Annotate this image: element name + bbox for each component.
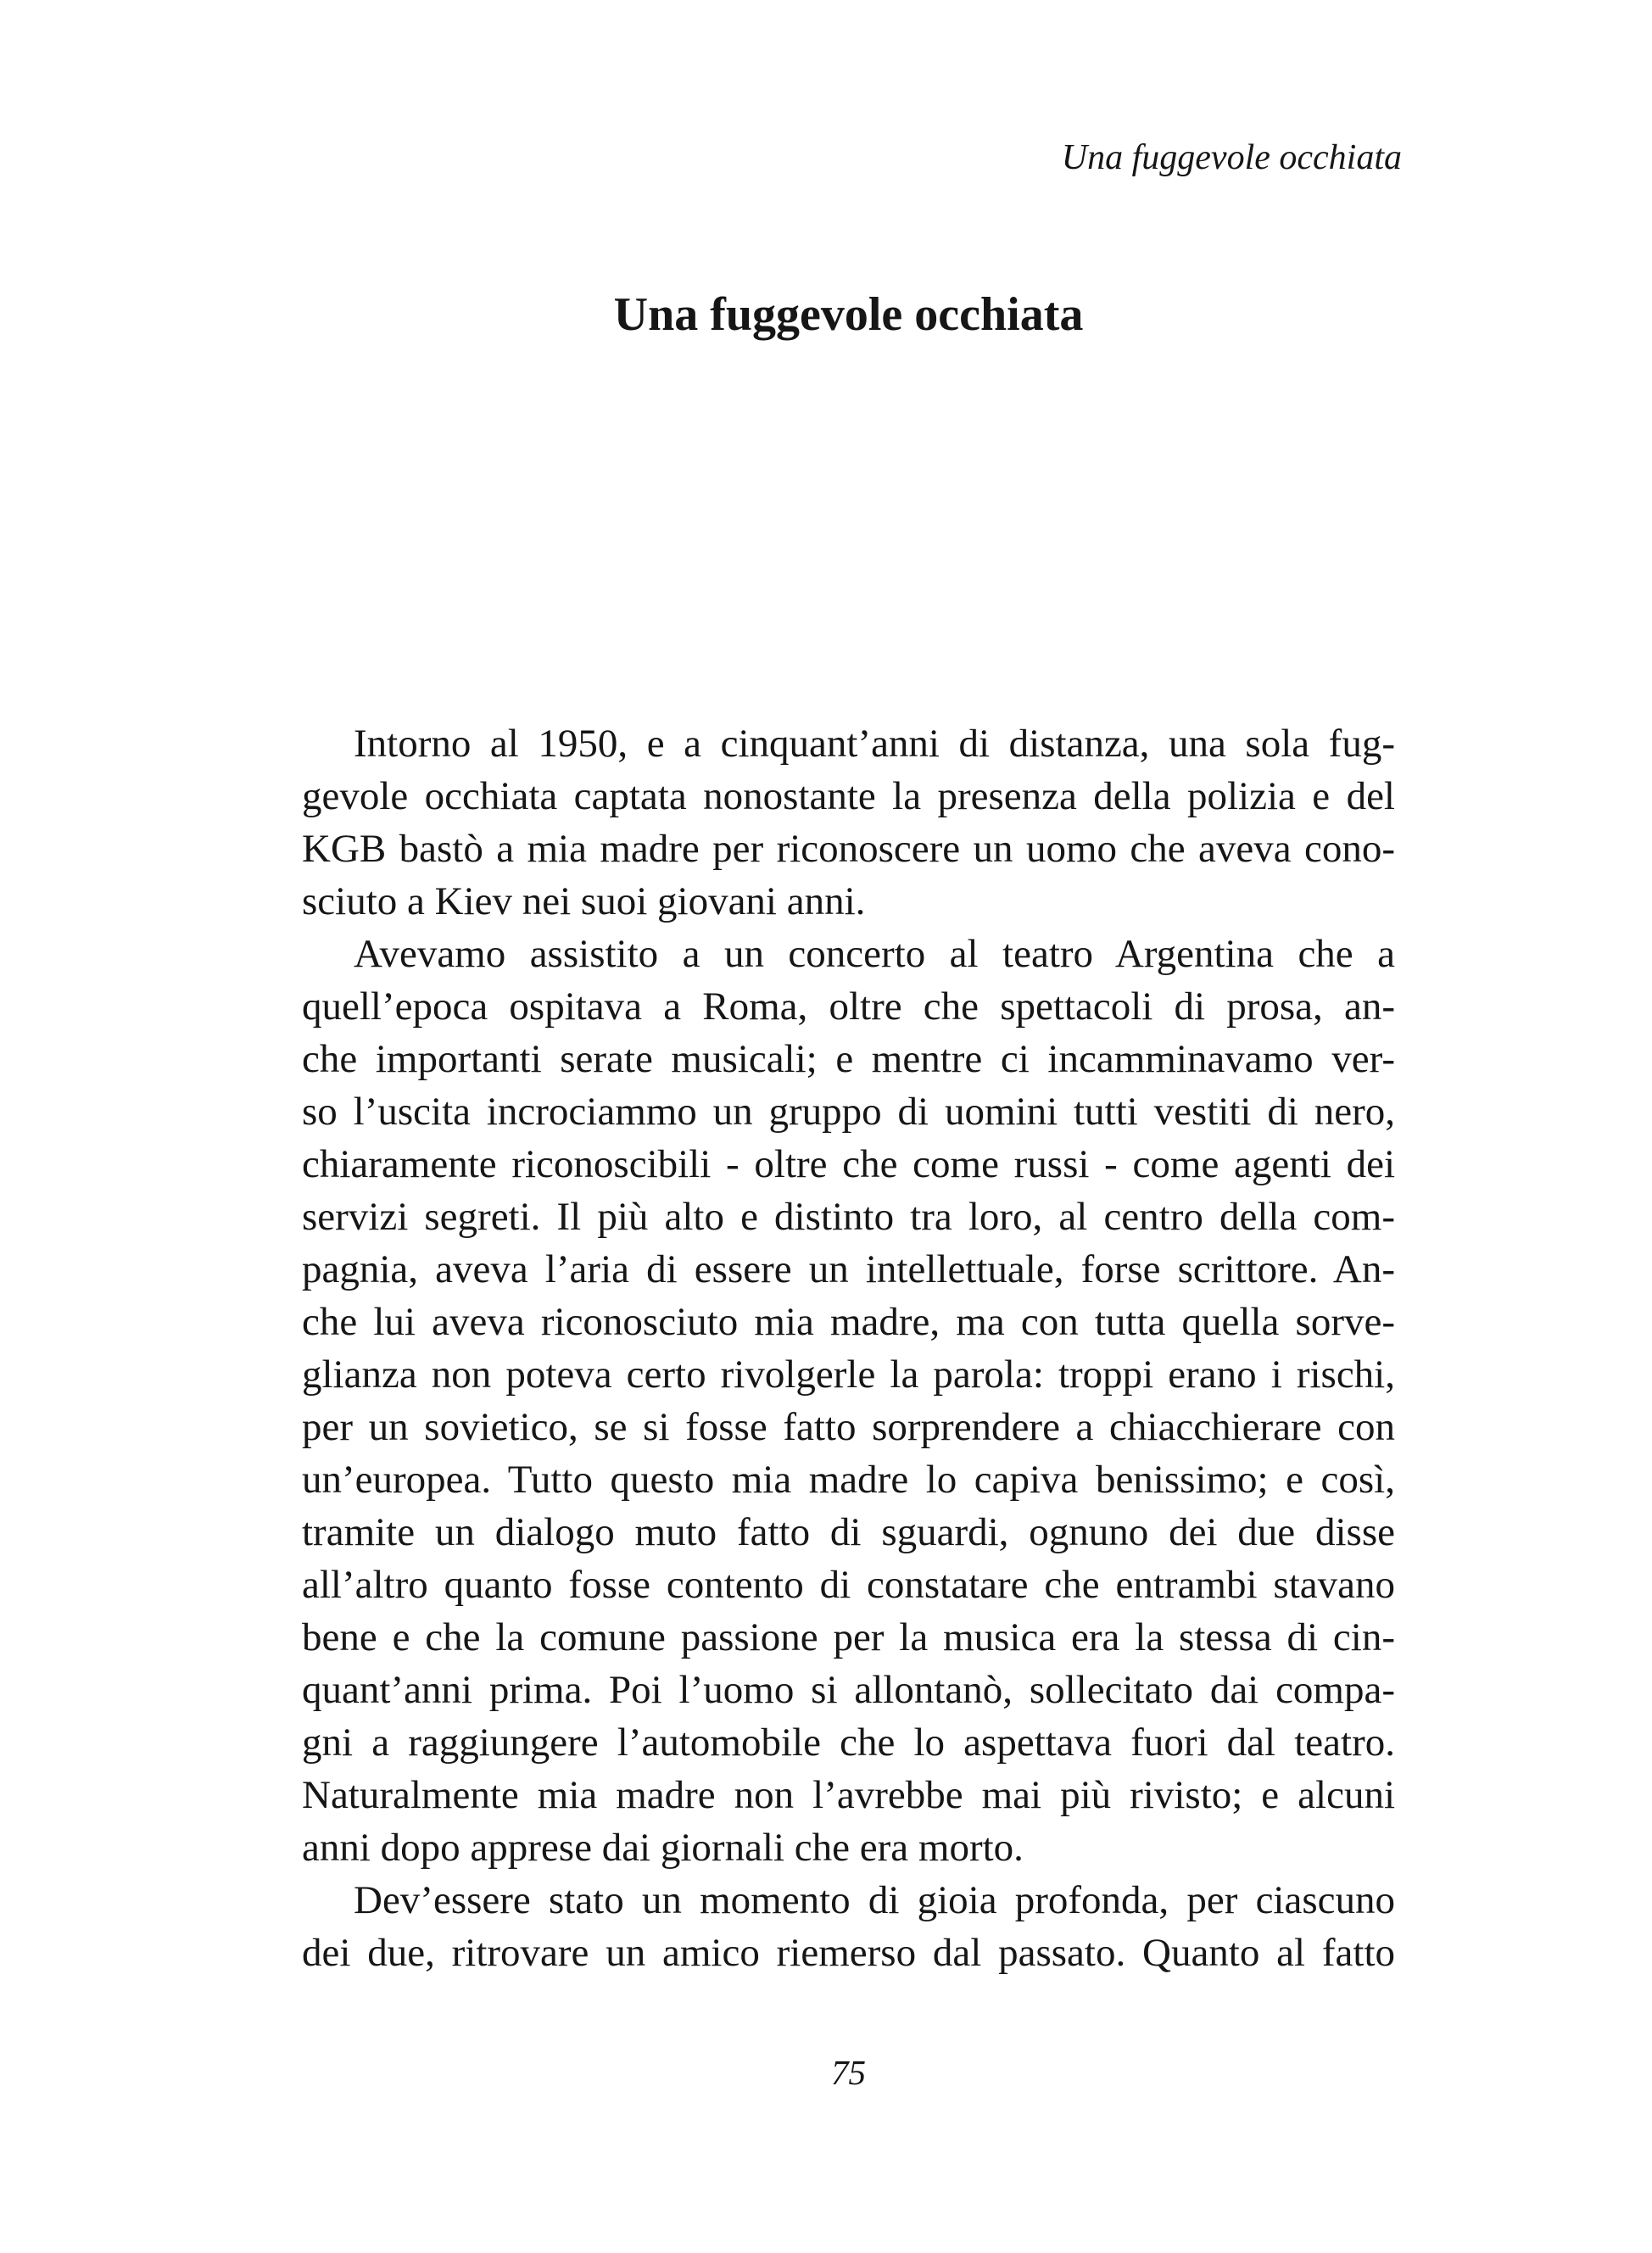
running-header: Una fuggevole occhiata	[1061, 138, 1402, 177]
body-line: gevole occhiata captata nonostante la presenza della polizia e del	[302, 774, 1395, 818]
body-line: servizi segreti. Il più alto e distinto tra loro, al centro della com-	[302, 1195, 1395, 1239]
body-line: Naturalmente mia madre non l’avrebbe mai più rivisto; e alcuni	[302, 1773, 1395, 1817]
body-line: quell’epoca ospitava a Roma, oltre che spettacoli di prosa, an-	[302, 984, 1395, 1029]
body-line: so l’uscita incrociammo un gruppo di uomini tutti vestiti di nero,	[302, 1090, 1395, 1134]
body-line: anni dopo apprese dai giornali che era morto.	[302, 1826, 1024, 1870]
body-line: gni a raggiungere l’automobile che lo aspettava fuori dal teatro.	[302, 1720, 1395, 1765]
body-line: quant’anni prima. Poi l’uomo si allontanò, sollecitato dai compa-	[302, 1668, 1395, 1712]
chapter-title: Una fuggevole occhiata	[613, 288, 1084, 341]
body-line: chiaramente riconoscibili - oltre che come russi - come agenti dei	[302, 1142, 1395, 1186]
body-line: un’europea. Tutto questo mia madre lo capiva benissimo; e così,	[302, 1458, 1395, 1502]
body-line: KGB bastò a mia madre per riconoscere un uomo che aveva cono-	[302, 827, 1395, 871]
body-line: dei due, ritrovare un amico riemerso dal passato. Quanto al fatto	[302, 1931, 1395, 1975]
body-line: Avevamo assistito a un concerto al teatro Argentina che a	[354, 932, 1395, 976]
body-line: tramite un dialogo muto fatto di sguardi, ognuno dei due disse	[302, 1510, 1395, 1554]
body-line: sciuto a Kiev nei suoi giovani anni.	[302, 879, 866, 923]
body-line: che lui aveva riconosciuto mia madre, ma con tutta quella sorve-	[302, 1300, 1395, 1344]
body-line: glianza non poteva certo rivolgerle la parola: troppi erano i rischi,	[302, 1352, 1395, 1397]
body-line: Dev’essere stato un momento di gioia profonda, per ciascuno	[354, 1878, 1395, 1922]
body-line: per un sovietico, se si fosse fatto sorprendere a chiacchierare con	[302, 1405, 1395, 1449]
body-line: bene e che la comune passione per la musica era la stessa di cin-	[302, 1615, 1395, 1659]
body-line: pagnia, aveva l’aria di essere un intellettuale, forse scrittore. An-	[302, 1247, 1395, 1291]
body-line: Intorno al 1950, e a cinquant’anni di distanza, una sola fug-	[354, 722, 1395, 766]
page-number: 75	[831, 2053, 866, 2092]
body-text	[302, 717, 1395, 1979]
body-line: che importanti serate musicali; e mentre ci incamminavamo ver-	[302, 1037, 1395, 1081]
body-line: all’altro quanto fosse contento di constatare che entrambi stavano	[302, 1563, 1395, 1607]
